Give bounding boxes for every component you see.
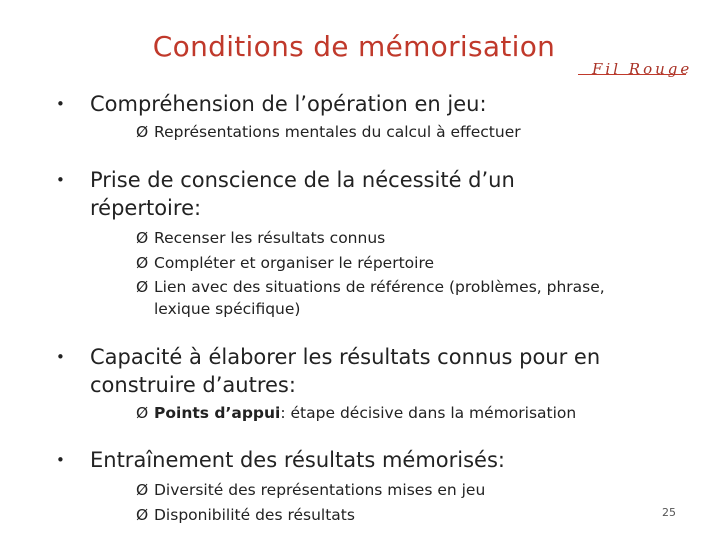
- bullet-1-text: Compréhension de l’opération en jeu:: [90, 92, 487, 116]
- bullet-4-text: Entraînement des résultats mémorisés:: [90, 448, 505, 472]
- sub-1-1-text: Représentations mentales du calcul à effectuer: [154, 123, 521, 141]
- sub-2-1-text: Recenser les résultats connus: [154, 229, 386, 247]
- sub-2-2-text: Compléter et organiser le répertoire: [154, 254, 435, 272]
- arrow-icon: Ø: [136, 404, 149, 422]
- bullet-icon: •: [56, 95, 65, 113]
- arrow-icon: Ø: [136, 254, 149, 272]
- bullet-3-text: Capacité à élaborer les résultats connus pour en construire d’autres:: [90, 345, 601, 397]
- sub-4-1-text: Diversité des représentations mises en jeu: [154, 481, 486, 499]
- bullet-icon: •: [56, 451, 65, 469]
- sub-3-1-rest: : étape décisive dans la mémorisation: [280, 404, 577, 422]
- arrow-icon: Ø: [136, 229, 149, 247]
- slide-title: Conditions de mémorisation: [152, 30, 556, 63]
- fil-rouge-logo: Fil Rouge: [592, 60, 693, 78]
- bullet-icon: •: [56, 171, 65, 189]
- arrow-icon: Ø: [136, 278, 149, 296]
- bullet-icon: •: [56, 348, 65, 366]
- arrow-icon: Ø: [136, 123, 149, 141]
- sub-3-1-text: [154, 402, 654, 424]
- sub-4-2-text: Disponibilité des résultats: [154, 506, 355, 524]
- page-number: 25: [662, 506, 676, 519]
- sub-2-3-text: Lien avec des situations de référence (problèmes, phrase, lexique spécifique): [154, 278, 605, 318]
- arrow-icon: Ø: [136, 506, 149, 524]
- bullet-2-text: Prise de conscience de la nécessité d’un répertoire:: [90, 168, 515, 220]
- sub-3-1-bold: Points d’appui: [154, 404, 281, 422]
- arrow-icon: Ø: [136, 481, 149, 499]
